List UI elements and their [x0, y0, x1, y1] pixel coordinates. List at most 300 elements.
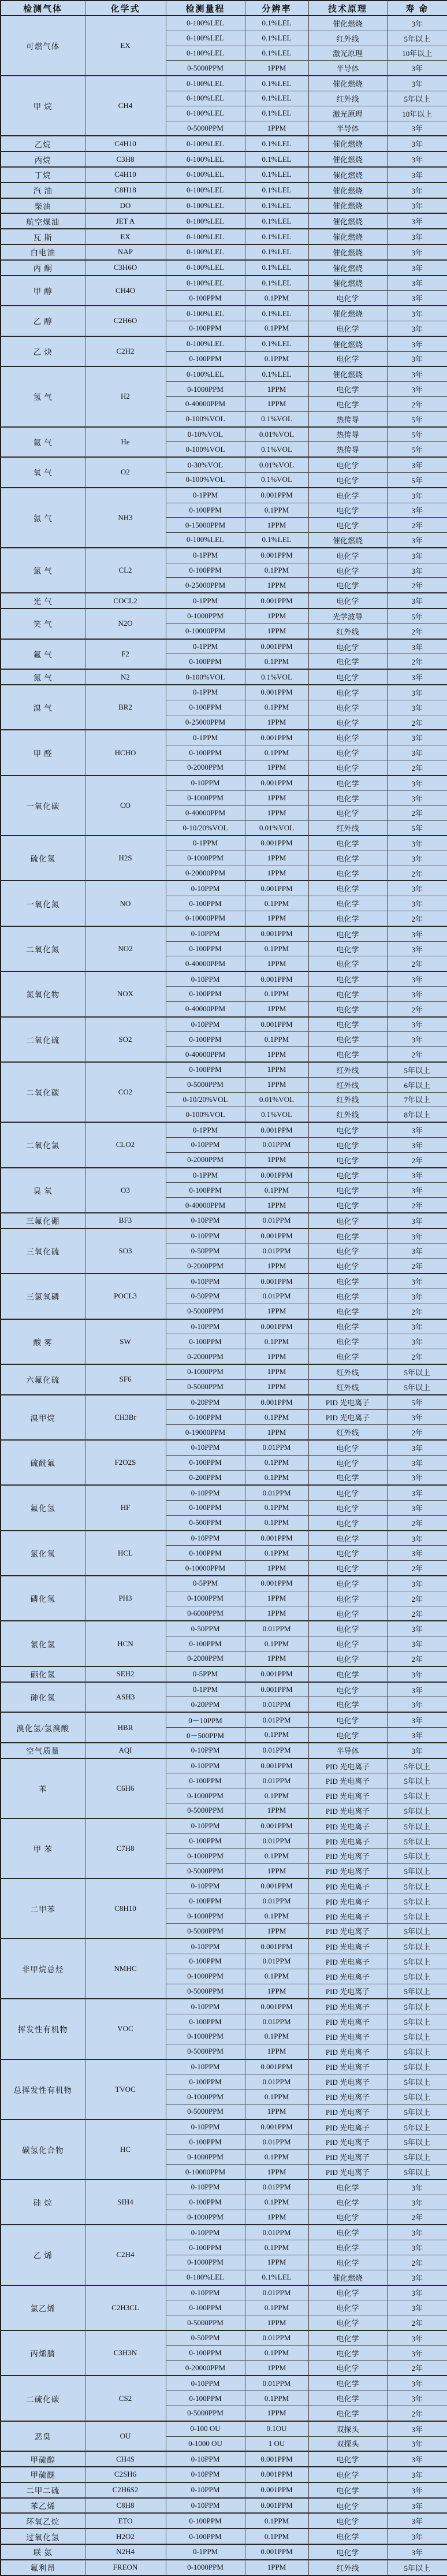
table-row: [1, 1712, 447, 1727]
principle-cell: 电化学: [308, 1122, 387, 1137]
life-cell: 3年: [387, 2285, 447, 2300]
header-row: [1, 1, 447, 16]
range-cell: 0-10PPM: [166, 1017, 245, 1032]
range-cell: 0-5000PPM: [166, 1803, 245, 1818]
table-row: [1, 229, 447, 244]
range-cell: 0-25000PPM: [166, 715, 245, 730]
principle-cell: 电化学: [308, 2300, 387, 2315]
principle-cell: 电化学: [308, 1636, 387, 1651]
principle-cell: 半导体: [308, 121, 387, 136]
range-cell: 0-100PPM: [166, 1546, 245, 1561]
resolution-cell: 0.1PPM: [245, 987, 308, 1002]
table-row: [1, 1319, 447, 1334]
principle-cell: 光学波导: [308, 608, 387, 623]
principle-cell: PID 光电离子: [308, 1879, 387, 1894]
chemical-formula-cell: N2: [85, 669, 166, 685]
range-cell: 0-100PPM: [166, 654, 245, 669]
life-cell: 3年: [387, 16, 447, 31]
resolution-cell: 0.1%LEL: [245, 213, 308, 229]
principle-cell: 热传导: [308, 442, 387, 457]
gas-name-cell: 二氧化硫: [1, 1017, 85, 1062]
range-cell: 0-10PPM: [166, 2285, 245, 2300]
resolution-cell: 0.01PPM: [245, 2014, 308, 2029]
chemical-formula-cell: BR2: [85, 685, 166, 730]
range-cell: 0-1000PPM: [166, 2150, 245, 2165]
range-cell: 0-20000PPM: [166, 2360, 245, 2375]
life-cell: 2年: [387, 1047, 447, 1062]
resolution-cell: 0.1%LEL: [245, 276, 308, 291]
range-cell: 0-100%LEL: [166, 91, 245, 106]
table-row: [1, 685, 447, 700]
principle-cell: 红外线: [308, 2560, 387, 2575]
resolution-cell: 0.001PPM: [245, 2120, 308, 2135]
life-cell: 2年: [387, 1591, 447, 1606]
range-cell: 0-1PPM: [166, 639, 245, 654]
range-cell: 0-10000PPM: [166, 911, 245, 926]
life-cell: 5年以上: [387, 1954, 447, 1969]
chemical-formula-cell: CLO2: [85, 1122, 166, 1167]
life-cell: 3年: [387, 881, 447, 896]
gas-name-cell: 柴油: [1, 198, 85, 214]
resolution-cell: 0.001PPM: [245, 593, 308, 608]
gas-name-cell: 恶臭: [1, 2421, 85, 2452]
principle-cell: 电化学: [308, 1470, 387, 1485]
principle-cell: 电化学: [308, 2482, 387, 2498]
range-cell: 0-1PPM: [166, 593, 245, 608]
resolution-cell: 0.1PPM: [245, 1849, 308, 1864]
life-cell: 3年: [387, 1244, 447, 1259]
resolution-cell: 0.001PPM: [245, 639, 308, 654]
life-cell: 3年: [387, 503, 447, 518]
gas-name-cell: 甲 醛: [1, 730, 85, 775]
table-row: [1, 1666, 447, 1682]
resolution-cell: 0.1PPM: [245, 1969, 308, 1984]
range-cell: 0-5000PPM: [166, 2044, 245, 2059]
principle-cell: 电化学: [308, 775, 387, 790]
range-cell: 0-100PPM: [166, 351, 245, 366]
gas-name-cell: 一氧化氮: [1, 881, 85, 926]
life-cell: 2年: [387, 2255, 447, 2270]
life-cell: 3年: [387, 2482, 447, 2498]
resolution-cell: 0.01PPM: [245, 1440, 308, 1455]
range-cell: 0-100PPM: [166, 745, 245, 760]
life-cell: 3年: [387, 775, 447, 790]
life-cell: 3年: [387, 1289, 447, 1304]
principle-cell: 电化学: [308, 745, 387, 760]
principle-cell: 催化燃烧: [308, 151, 387, 167]
range-cell: 0-1PPM: [166, 730, 245, 745]
resolution-cell: 0.01PPM: [245, 2135, 308, 2150]
life-cell: 3年: [387, 669, 447, 685]
chemical-formula-cell: C2H6O: [85, 306, 166, 336]
life-cell: 5年以上: [387, 1864, 447, 1879]
life-cell: 2年: [387, 1259, 447, 1274]
principle-cell: PID 光电离子: [308, 2059, 387, 2074]
range-cell: 0-19000PPM: [166, 1425, 245, 1440]
range-cell: 0-100PPM: [166, 2135, 245, 2150]
resolution-cell: 0.1PPM: [245, 2513, 308, 2529]
range-cell: 0-6000PPM: [166, 1606, 245, 1621]
principle-cell: 电化学: [308, 987, 387, 1002]
life-cell: 3年: [387, 730, 447, 745]
resolution-cell: 0.001PPM: [245, 1879, 308, 1894]
chemical-formula-cell: DO: [85, 198, 166, 214]
principle-cell: PID 光电离子: [308, 1803, 387, 1818]
principle-cell: 电化学: [308, 457, 387, 472]
chemical-formula-cell: C7H8: [85, 1818, 166, 1879]
principle-cell: 电化学: [308, 1621, 387, 1636]
resolution-cell: 0.1PPM: [245, 2529, 308, 2544]
range-cell: 0-100PPM: [166, 291, 245, 306]
resolution-cell: 1PPM: [245, 2044, 308, 2059]
table-row: [1, 336, 447, 351]
principle-cell: 催化燃烧: [308, 198, 387, 214]
life-cell: 3年: [387, 1743, 447, 1758]
table-row: [1, 2059, 447, 2074]
gas-name-cell: 臭 氧: [1, 1168, 85, 1213]
resolution-cell: 1PPM: [245, 1864, 308, 1879]
life-cell: 2年: [387, 2210, 447, 2225]
resolution-cell: 0.1%LEL: [245, 16, 308, 31]
range-cell: 0-200PPM: [166, 1470, 245, 1485]
gas-name-cell: 航空煤油: [1, 213, 85, 229]
principle-cell: 催化燃烧: [308, 16, 387, 31]
table-row: [1, 1999, 447, 2014]
life-cell: 5年以上: [387, 1894, 447, 1909]
principle-cell: PID 光电离子: [308, 2120, 387, 2135]
life-cell: 2年: [387, 2406, 447, 2421]
life-cell: 5年以上: [387, 2029, 447, 2044]
range-cell: 0-1PPM: [166, 685, 245, 700]
resolution-cell: 0.01PPM: [245, 2285, 308, 2300]
range-cell: 0-100%VOL: [166, 1107, 245, 1122]
resolution-cell: 0.1PPM: [245, 2150, 308, 2165]
chemical-formula-cell: C6H6: [85, 1758, 166, 1818]
resolution-cell: 1PPM: [245, 1198, 308, 1213]
table-row: [1, 427, 447, 442]
life-cell: 2年: [387, 1304, 447, 1319]
range-cell: 0-100PPM: [166, 1455, 245, 1470]
principle-cell: PID 光电离子: [308, 1833, 387, 1849]
principle-cell: 电化学: [308, 1515, 387, 1530]
life-cell: 3年: [387, 260, 447, 276]
resolution-cell: 1PPM: [245, 2406, 308, 2421]
resolution-cell: 0.01PPM: [245, 2225, 308, 2240]
principle-cell: 电化学: [308, 2315, 387, 2330]
range-cell: 0-5000PPM: [166, 1864, 245, 1879]
life-cell: 3年: [387, 151, 447, 167]
table-row: [1, 2330, 447, 2345]
chemical-formula-cell: FREON: [85, 2560, 166, 2575]
table-row: [1, 1576, 447, 1591]
resolution-cell: 0.1PPM: [245, 2391, 308, 2406]
range-cell: 0-100PPM: [166, 987, 245, 1002]
resolution-cell: 1PPM: [245, 1561, 308, 1576]
range-cell: 0-10PPM: [166, 1879, 245, 1894]
resolution-cell: 0.1%LEL: [245, 306, 308, 321]
range-cell: 0-5000PPM: [166, 1984, 245, 1999]
chemical-formula-cell: TVOC: [85, 2059, 166, 2120]
range-cell: 0-10PPM: [166, 775, 245, 790]
range-cell: 0-2000PPM: [166, 760, 245, 775]
resolution-cell: 0.1PPM: [245, 1334, 308, 1349]
principle-cell: PID 光电离子: [308, 1999, 387, 2014]
range-cell: 0-40000PPM: [166, 1001, 245, 1016]
principle-cell: 电化学: [308, 1334, 387, 1349]
resolution-cell: 0.1%LEL: [245, 31, 308, 46]
table-row: [1, 1213, 447, 1228]
gas-name-cell: 甲硫醇: [1, 2451, 85, 2467]
resolution-cell: 0.01PPM: [245, 2330, 308, 2345]
principle-cell: 电化学: [308, 1244, 387, 1259]
principle-cell: 电化学: [308, 2330, 387, 2345]
range-cell: 0-1PPM: [166, 1682, 245, 1697]
life-cell: 5年以上: [387, 2074, 447, 2089]
range-cell: 0-100%LEL: [166, 198, 245, 214]
range-cell: 0-10PPM: [166, 1274, 245, 1289]
principle-cell: 电化学: [308, 971, 387, 986]
gas-name-cell: 硫酰氟: [1, 1440, 85, 1485]
gas-name-cell: 笑 气: [1, 608, 85, 639]
range-cell: 0-10PPM: [166, 2180, 245, 2195]
life-cell: 5年以上: [387, 91, 447, 106]
range-cell: 0-100PPM: [166, 1032, 245, 1047]
gas-name-cell: 酸 雾: [1, 1319, 85, 1364]
resolution-cell: 0.001PPM: [245, 730, 308, 745]
life-cell: 2年: [387, 1515, 447, 1530]
range-cell: 0-100PPM: [166, 1833, 245, 1849]
range-cell: 0-1000PPM: [166, 382, 245, 397]
chemical-formula-cell: C8H10: [85, 1879, 166, 1939]
life-cell: 3年: [387, 1183, 447, 1198]
chemical-formula-cell: O2: [85, 457, 166, 488]
range-cell: 0-5000PPM: [166, 121, 245, 136]
life-cell: 5年: [387, 427, 447, 442]
principle-cell: 电化学: [308, 956, 387, 971]
table-row: [1, 971, 447, 986]
range-cell: 0-10PPM: [166, 1758, 245, 1773]
range-cell: 0-50PPM: [166, 1621, 245, 1636]
chemical-formula-cell: H2O2: [85, 2529, 166, 2544]
range-cell: 0-100PPM: [166, 563, 245, 578]
resolution-cell: 0.001PPM: [245, 1122, 308, 1137]
chemical-formula-cell: HCHO: [85, 730, 166, 775]
gas-name-cell: 氟 气: [1, 639, 85, 670]
resolution-cell: 0.001PPM: [245, 1576, 308, 1591]
range-cell: 0-100%LEL: [166, 244, 245, 260]
resolution-cell: 0.1PPM: [245, 2240, 308, 2255]
principle-cell: 电化学: [308, 472, 387, 487]
life-cell: 5年以上: [387, 1788, 447, 1803]
principle-cell: 电化学: [308, 2467, 387, 2482]
life-cell: 3年: [387, 2421, 447, 2436]
chemical-formula-cell: NH3: [85, 488, 166, 548]
column-header: 分辨率: [245, 1, 308, 16]
life-cell: 3年: [387, 1319, 447, 1334]
life-cell: 5年以上: [387, 2150, 447, 2165]
table-row: [1, 213, 447, 229]
range-cell: 0-40000PPM: [166, 1198, 245, 1213]
resolution-cell: 1PPM: [245, 2560, 308, 2575]
resolution-cell: 0.001PPM: [245, 548, 308, 563]
principle-cell: 电化学: [308, 1213, 387, 1228]
resolution-cell: 0.01PPM: [245, 1289, 308, 1304]
range-cell: 0-100PPM: [166, 2074, 245, 2089]
chemical-formula-cell: N2O: [85, 608, 166, 639]
resolution-cell: 0.01PPM: [245, 1833, 308, 1849]
table-row: [1, 775, 447, 790]
principle-cell: 电化学: [308, 1728, 387, 1743]
principle-cell: 电化学: [308, 866, 387, 881]
chemical-formula-cell: H2S: [85, 836, 166, 881]
life-cell: 3年: [387, 1032, 447, 1047]
principle-cell: 催化燃烧: [308, 76, 387, 91]
principle-cell: 催化燃烧: [308, 533, 387, 548]
range-cell: 0-100PPM: [166, 1894, 245, 1909]
table-row: [1, 669, 447, 685]
range-cell: 0-1000PPM: [166, 2560, 245, 2575]
resolution-cell: 0.001PPM: [245, 926, 308, 941]
range-cell: 0-10PPM: [166, 1485, 245, 1500]
principle-cell: 催化燃烧: [308, 136, 387, 151]
life-cell: 3年: [387, 488, 447, 503]
gas-name-cell: 氮 气: [1, 669, 85, 685]
resolution-cell: 0.1PPM: [245, 2089, 308, 2104]
range-cell: 0-1PPM: [166, 548, 245, 563]
principle-cell: 电化学: [308, 351, 387, 366]
resolution-cell: 0.01PPM: [245, 1697, 308, 1712]
range-cell: 0-50PPM: [166, 1289, 245, 1304]
range-cell: 0-100%VOL: [166, 411, 245, 426]
life-cell: 3年: [387, 1712, 447, 1727]
range-cell: 0-100PPM: [166, 2300, 245, 2315]
table-row: [1, 1485, 447, 1500]
life-cell: 2年: [387, 715, 447, 730]
gas-name-cell: 丙烯腈: [1, 2330, 85, 2375]
resolution-cell: 1PPM: [245, 1152, 308, 1167]
principle-cell: PID 光电离子: [308, 2074, 387, 2089]
range-cell: 0-10/20%VOL: [166, 1092, 245, 1107]
chemical-formula-cell: HF: [85, 1485, 166, 1530]
resolution-cell: 0.001PPM: [245, 2451, 308, 2467]
table-row: [1, 548, 447, 563]
resolution-cell: 1PPM: [245, 61, 308, 76]
range-cell: 0-5000PPM: [166, 2315, 245, 2330]
range-cell: 0-10PPM: [166, 2059, 245, 2074]
life-cell: 3年: [387, 639, 447, 654]
column-header: 检测量程: [166, 1, 245, 16]
life-cell: 3年: [387, 1501, 447, 1516]
range-cell: 0-1000PPM: [166, 851, 245, 866]
range-cell: 0-50PPM: [166, 2330, 245, 2345]
life-cell: 3年: [387, 2180, 447, 2195]
range-cell: 0-100%LEL: [166, 533, 245, 548]
principle-cell: 电化学: [308, 730, 387, 745]
chemical-formula-cell: C8H18: [85, 183, 166, 198]
life-cell: 5年以上: [387, 1879, 447, 1894]
principle-cell: 催化燃烧: [308, 366, 387, 381]
range-cell: 0-1PPM: [166, 1122, 245, 1137]
resolution-cell: 0.1PPM: [245, 2300, 308, 2315]
life-cell: 3年: [387, 244, 447, 260]
principle-cell: 红外线: [308, 623, 387, 639]
table-row: [1, 1682, 447, 1697]
chemical-formula-cell: SO3: [85, 1228, 166, 1274]
chemical-formula-cell: CS2: [85, 2375, 166, 2421]
gas-name-cell: 乙 炔: [1, 336, 85, 367]
resolution-cell: 1PPM: [245, 806, 308, 821]
principle-cell: 电化学: [308, 2406, 387, 2421]
table-row: [1, 244, 447, 260]
range-cell: 0-2000PPM: [166, 1349, 245, 1364]
gas-name-cell: 溴甲烷: [1, 1395, 85, 1440]
table-row: [1, 1818, 447, 1833]
resolution-cell: 0.001PPM: [245, 1168, 308, 1183]
resolution-cell: 0.01PPM: [245, 1894, 308, 1909]
resolution-cell: 0.01PPM: [245, 1712, 308, 1727]
resolution-cell: 0.01%VOL: [245, 821, 308, 836]
chemical-formula-cell: NO: [85, 881, 166, 926]
resolution-cell: 0.001PPM: [245, 1319, 308, 1334]
life-cell: 2年: [387, 2360, 447, 2375]
range-cell: 0-10PPM: [166, 926, 245, 941]
gas-name-cell: 三氟化硼: [1, 1213, 85, 1228]
resolution-cell: 0.01PPM: [245, 2180, 308, 2195]
life-cell: 5年以上: [387, 1758, 447, 1773]
life-cell: 3年: [387, 926, 447, 941]
life-cell: 2年: [387, 1349, 447, 1364]
resolution-cell: 0.1PPM: [245, 2345, 308, 2360]
resolution-cell: 0.001PPM: [245, 1017, 308, 1032]
gas-name-cell: 二氧化碳: [1, 1062, 85, 1122]
principle-cell: 电化学: [308, 1349, 387, 1364]
principle-cell: PID 光电离子: [308, 1864, 387, 1879]
gas-name-cell: 苯: [1, 1758, 85, 1818]
chemical-formula-cell: C3H8: [85, 151, 166, 167]
principle-cell: 电化学: [308, 1001, 387, 1016]
principle-cell: PID 光电离子: [308, 1773, 387, 1788]
chemical-formula-cell: C3H6O: [85, 260, 166, 276]
chemical-formula-cell: BF3: [85, 1213, 166, 1228]
chemical-formula-cell: He: [85, 427, 166, 458]
life-cell: 5年: [387, 608, 447, 623]
chemical-formula-cell: SIH4: [85, 2180, 166, 2225]
chemical-formula-cell: EX: [85, 16, 166, 76]
principle-cell: 电化学: [308, 2375, 387, 2391]
chemical-formula-cell: EX: [85, 229, 166, 244]
range-cell: 0-100PPM: [166, 1636, 245, 1651]
resolution-cell: 0.01%VOL: [245, 457, 308, 472]
range-cell: 0-2000PPM: [166, 1259, 245, 1274]
chemical-formula-cell: C2H6S2: [85, 2482, 166, 2498]
gas-name-cell: 溴化氢/氢溴酸: [1, 1712, 85, 1743]
range-cell: 0-10PPM: [166, 1939, 245, 1954]
life-cell: 3年: [387, 1122, 447, 1137]
gas-name-cell: 可燃气体: [1, 16, 85, 76]
range-cell: 0-10PPM: [166, 1818, 245, 1833]
range-cell: 0-10PPM: [166, 2120, 245, 2135]
principle-cell: 电化学: [308, 1168, 387, 1183]
range-cell: 0-1PPM: [166, 2544, 245, 2560]
gas-name-cell: 二硫化碳: [1, 2375, 85, 2421]
life-cell: 6年以上: [387, 1077, 447, 1092]
principle-cell: 电化学: [308, 1531, 387, 1546]
resolution-cell: 0.001PPM: [245, 1939, 308, 1954]
gas-name-cell: 氯 气: [1, 548, 85, 593]
principle-cell: 电化学: [308, 2513, 387, 2529]
gas-name-cell: 氰化氢: [1, 1621, 85, 1666]
principle-cell: 电化学: [308, 1228, 387, 1244]
